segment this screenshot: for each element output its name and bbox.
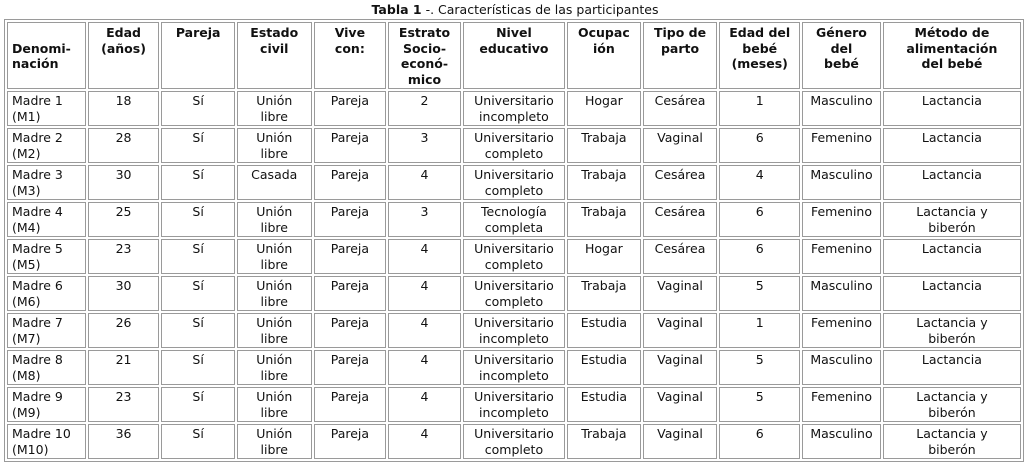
table-cell-ocupacion: Trabaja <box>567 165 641 200</box>
table-cell-pareja: Sí <box>161 424 235 459</box>
table-cell-ocupacion: Hogar <box>567 239 641 274</box>
table-cell-ocupacion: Trabaja <box>567 424 641 459</box>
table-cell-edad: 26 <box>88 313 160 348</box>
column-header-pareja: Pareja <box>161 22 235 89</box>
table-cell-tipo-parto: Cesárea <box>643 165 718 200</box>
table-cell-edad-bebe: 5 <box>719 350 800 385</box>
table-cell-denominacion: Madre 7 (M7) <box>7 313 86 348</box>
table-cell-vive-con: Pareja <box>314 202 387 237</box>
table-cell-ocupacion: Estudia <box>567 387 641 422</box>
table-cell-vive-con: Pareja <box>314 387 387 422</box>
table-cell-genero-bebe: Femenino <box>802 387 881 422</box>
table-cell-ocupacion: Estudia <box>567 313 641 348</box>
table-cell-metodo-alimentacion: Lactancia y biberón <box>883 202 1021 237</box>
table-cell-edad: 30 <box>88 276 160 311</box>
table-cell-vive-con: Pareja <box>314 239 387 274</box>
table-cell-genero-bebe: Masculino <box>802 91 881 126</box>
table-cell-estado-civil: Unión libre <box>237 424 312 459</box>
table-cell-estado-civil: Unión libre <box>237 276 312 311</box>
table-cell-nivel-educativo: Universitario incompleto <box>463 350 565 385</box>
table-cell-edad-bebe: 1 <box>719 313 800 348</box>
table-cell-pareja: Sí <box>161 387 235 422</box>
table-cell-genero-bebe: Masculino <box>802 424 881 459</box>
table-cell-pareja: Sí <box>161 313 235 348</box>
table-cell-edad-bebe: 1 <box>719 91 800 126</box>
column-header-metodo-alimentacion: Método de alimentación del bebé <box>883 22 1021 89</box>
table-cell-edad-bebe: 4 <box>719 165 800 200</box>
column-header-ocupacion: Ocupac ión <box>567 22 641 89</box>
table-cell-pareja: Sí <box>161 91 235 126</box>
table-cell-metodo-alimentacion: Lactancia y biberón <box>883 387 1021 422</box>
table-cell-estado-civil: Unión libre <box>237 91 312 126</box>
table-cell-vive-con: Pareja <box>314 128 387 163</box>
table-cell-edad: 23 <box>88 387 160 422</box>
column-header-estrato: Estrato Socio- econó- mico <box>388 22 461 89</box>
table-cell-ocupacion: Trabaja <box>567 128 641 163</box>
table-cell-denominacion: Madre 9 (M9) <box>7 387 86 422</box>
table-cell-edad: 30 <box>88 165 160 200</box>
table-cell-edad-bebe: 6 <box>719 202 800 237</box>
table-cell-denominacion: Madre 1 (M1) <box>7 91 86 126</box>
column-header-denominacion: Denomi- nación <box>7 22 86 89</box>
table-cell-genero-bebe: Masculino <box>802 350 881 385</box>
table-cell-pareja: Sí <box>161 350 235 385</box>
table-cell-edad: 28 <box>88 128 160 163</box>
table-cell-ocupacion: Estudia <box>567 350 641 385</box>
table-cell-metodo-alimentacion: Lactancia <box>883 350 1021 385</box>
table-cell-genero-bebe: Masculino <box>802 165 881 200</box>
table-row <box>7 387 1021 422</box>
table-row <box>7 202 1021 237</box>
table-cell-vive-con: Pareja <box>314 165 387 200</box>
table-cell-estado-civil: Unión libre <box>237 313 312 348</box>
table-row <box>7 276 1021 311</box>
table-cell-estrato: 4 <box>388 424 461 459</box>
table-cell-vive-con: Pareja <box>314 424 387 459</box>
table-caption-text: -. Características de las participantes <box>421 2 659 17</box>
table-cell-estrato: 4 <box>388 313 461 348</box>
table-cell-genero-bebe: Femenino <box>802 128 881 163</box>
table-cell-genero-bebe: Femenino <box>802 239 881 274</box>
table-cell-edad: 36 <box>88 424 160 459</box>
table-cell-edad: 18 <box>88 91 160 126</box>
table-cell-nivel-educativo: Universitario completo <box>463 128 565 163</box>
table-cell-genero-bebe: Femenino <box>802 202 881 237</box>
table-cell-metodo-alimentacion: Lactancia y biberón <box>883 313 1021 348</box>
table-cell-estrato: 3 <box>388 202 461 237</box>
table-cell-vive-con: Pareja <box>314 313 387 348</box>
table-cell-genero-bebe: Femenino <box>802 313 881 348</box>
table-cell-estrato: 4 <box>388 350 461 385</box>
column-header-nivel-educativo: Nivel educativo <box>463 22 565 89</box>
table-cell-tipo-parto: Vaginal <box>643 424 718 459</box>
table-cell-estado-civil: Unión libre <box>237 387 312 422</box>
table-cell-pareja: Sí <box>161 239 235 274</box>
table-cell-metodo-alimentacion: Lactancia <box>883 128 1021 163</box>
table-cell-metodo-alimentacion: Lactancia <box>883 165 1021 200</box>
table-cell-pareja: Sí <box>161 128 235 163</box>
table-cell-vive-con: Pareja <box>314 91 387 126</box>
table-cell-edad: 23 <box>88 239 160 274</box>
table-cell-ocupacion: Hogar <box>567 91 641 126</box>
table-cell-tipo-parto: Cesárea <box>643 91 718 126</box>
table-cell-tipo-parto: Vaginal <box>643 276 718 311</box>
table-cell-metodo-alimentacion: Lactancia <box>883 276 1021 311</box>
column-header-genero-bebe: Género del bebé <box>802 22 881 89</box>
table-cell-nivel-educativo: Universitario incompleto <box>463 313 565 348</box>
table-cell-nivel-educativo: Universitario completo <box>463 165 565 200</box>
table-row <box>7 239 1021 274</box>
table-cell-edad-bebe: 6 <box>719 239 800 274</box>
table-cell-nivel-educativo: Universitario completo <box>463 424 565 459</box>
table-cell-edad-bebe: 5 <box>719 276 800 311</box>
table-cell-estrato: 3 <box>388 128 461 163</box>
table-cell-nivel-educativo: Universitario completo <box>463 239 565 274</box>
table-cell-vive-con: Pareja <box>314 350 387 385</box>
table-cell-estado-civil: Unión libre <box>237 128 312 163</box>
table-cell-metodo-alimentacion: Lactancia <box>883 239 1021 274</box>
table-cell-denominacion: Madre 2 (M2) <box>7 128 86 163</box>
column-header-estado-civil: Estado civil <box>237 22 312 89</box>
table-cell-tipo-parto: Cesárea <box>643 239 718 274</box>
table-cell-estado-civil: Unión libre <box>237 202 312 237</box>
table-cell-tipo-parto: Vaginal <box>643 128 718 163</box>
table-row <box>7 313 1021 348</box>
table-cell-pareja: Sí <box>161 276 235 311</box>
table-cell-denominacion: Madre 10 (M10) <box>7 424 86 459</box>
table-cell-nivel-educativo: Tecnología completa <box>463 202 565 237</box>
table-cell-denominacion: Madre 3 (M3) <box>7 165 86 200</box>
table-row <box>7 350 1021 385</box>
table-cell-edad: 25 <box>88 202 160 237</box>
table-cell-estado-civil: Unión libre <box>237 239 312 274</box>
table-cell-nivel-educativo: Universitario completo <box>463 276 565 311</box>
table-cell-tipo-parto: Vaginal <box>643 387 718 422</box>
header-row <box>7 22 1021 89</box>
table-cell-estrato: 2 <box>388 91 461 126</box>
table-cell-estrato: 4 <box>388 387 461 422</box>
table-cell-denominacion: Madre 5 (M5) <box>7 239 86 274</box>
table-cell-genero-bebe: Masculino <box>802 276 881 311</box>
table-cell-nivel-educativo: Universitario incompleto <box>463 91 565 126</box>
table-row <box>7 424 1021 459</box>
table-cell-tipo-parto: Vaginal <box>643 313 718 348</box>
table-row <box>7 128 1021 163</box>
table-cell-edad-bebe: 6 <box>719 128 800 163</box>
table-cell-denominacion: Madre 4 (M4) <box>7 202 86 237</box>
table-row <box>7 91 1021 126</box>
table-cell-estrato: 4 <box>388 239 461 274</box>
table-cell-edad-bebe: 6 <box>719 424 800 459</box>
table-cell-edad-bebe: 5 <box>719 387 800 422</box>
table-cell-nivel-educativo: Universitario incompleto <box>463 387 565 422</box>
table-cell-edad: 21 <box>88 350 160 385</box>
table-cell-denominacion: Madre 8 (M8) <box>7 350 86 385</box>
table-cell-metodo-alimentacion: Lactancia <box>883 91 1021 126</box>
participants-table <box>4 19 1024 462</box>
table-cell-vive-con: Pareja <box>314 276 387 311</box>
table-cell-estado-civil: Casada <box>237 165 312 200</box>
column-header-tipo-parto: Tipo de parto <box>643 22 718 89</box>
table-cell-ocupacion: Trabaja <box>567 276 641 311</box>
table-row <box>7 165 1021 200</box>
table-cell-denominacion: Madre 6 (M6) <box>7 276 86 311</box>
table-caption-label: Tabla 1 <box>371 2 422 17</box>
table-cell-estrato: 4 <box>388 165 461 200</box>
column-header-edad: Edad (años) <box>88 22 160 89</box>
table-caption <box>0 1 1030 18</box>
table-cell-pareja: Sí <box>161 165 235 200</box>
table-cell-tipo-parto: Cesárea <box>643 202 718 237</box>
table-cell-pareja: Sí <box>161 202 235 237</box>
table-cell-tipo-parto: Vaginal <box>643 350 718 385</box>
column-header-edad-bebe: Edad del bebé (meses) <box>719 22 800 89</box>
table-body <box>7 91 1021 459</box>
table-cell-estado-civil: Unión libre <box>237 350 312 385</box>
column-header-vive-con: Vive con: <box>314 22 387 89</box>
table-cell-metodo-alimentacion: Lactancia y biberón <box>883 424 1021 459</box>
table-cell-ocupacion: Trabaja <box>567 202 641 237</box>
table-cell-estrato: 4 <box>388 276 461 311</box>
